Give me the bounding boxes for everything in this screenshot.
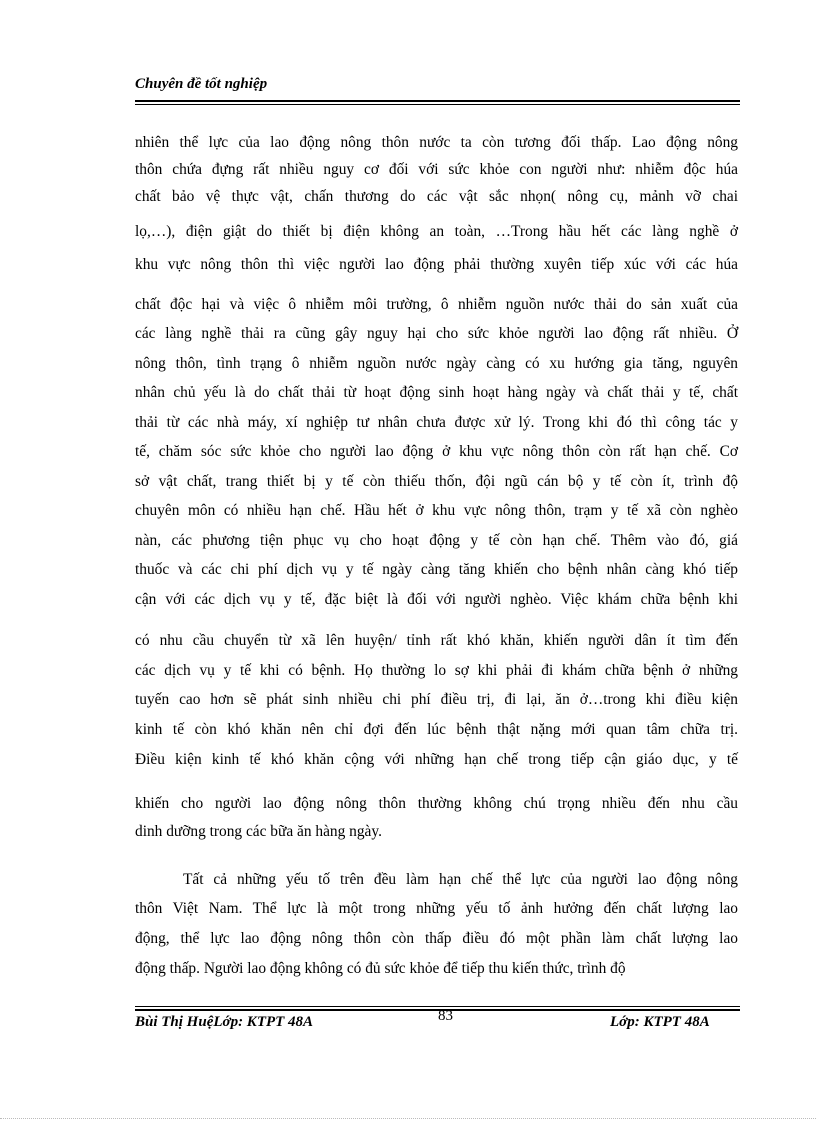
text-line: Điều kiện kinh tế khó khăn cộng với những hạn chế trong tiếp cận giáo dục, y tế <box>135 751 738 768</box>
header-rule-thin <box>135 104 740 105</box>
text-line: chất bảo vệ thực vật, chấn thương do các vật sắc nhọn( nông cụ, mảnh vỡ chai <box>135 188 738 205</box>
text-line: tuyến cao hơn sẽ phát sinh nhiều chi phí điều trị, đi lại, ăn ở…trong khi điều kiện <box>135 691 738 708</box>
text-line: nhân chủ yếu là do chất thải từ hoạt động sinh hoạt hàng ngày và chất thải y tế, chất <box>135 384 738 401</box>
text-line: khu vực nông thôn thì việc người lao động phải thường xuyên tiếp xúc với các húa <box>135 256 738 273</box>
text-line: nông thôn, tình trạng ô nhiễm nguồn nước ngày càng có xu hướng gia tăng, nguyên <box>135 355 738 372</box>
text-line: sở vật chất, trang thiết bị y tế còn thiếu thốn, đội ngũ cán bộ y tế còn ít, trình độ <box>135 473 738 490</box>
running-header-title: Chuyên đề tốt nghiệp <box>135 76 268 92</box>
text-line: thải từ các nhà máy, xí nghiệp tư nhân chưa được xử lý. Trong khi đó thì công tác y <box>135 414 738 431</box>
text-line: các làng nghề thải ra cũng gây nguy hại cho sức khỏe người lao động rất nhiều. Ở <box>135 325 738 342</box>
text-line: các dịch vụ y tế khi có bệnh. Họ thường lo sợ khi phải đi khám chữa bệnh ở những <box>135 662 738 679</box>
footer-author: Bùi Thị HuệLớp: KTPT 48A <box>135 1014 314 1030</box>
page-number: 83 <box>438 1008 453 1024</box>
text-line: nàn, các phương tiện phục vụ cho hoạt động y tế còn hạn chế. Thêm vào đó, giá <box>135 532 738 549</box>
text-line: động thấp. Người lao động không có đủ sức khỏe để tiếp thu kiến thức, trình độ <box>135 960 626 977</box>
footer-rule-thin <box>135 1006 740 1007</box>
text-line: kinh tế còn khó khăn nên chỉ đợi đến lúc bệnh thật nặng mới quan tâm chữa trị. <box>135 721 738 738</box>
text-line: chất độc hại và việc ô nhiễm môi trường, ô nhiễm nguồn nước thải do sản xuất của <box>135 296 738 313</box>
text-line: Tất cả những yếu tố trên đều làm hạn chế thể lực của người lao động nông <box>183 871 738 888</box>
text-line: thôn chứa đựng rất nhiều nguy cơ đối với sức khỏe con người như: nhiễm độc húa <box>135 161 738 178</box>
text-line: dinh dưỡng trong các bữa ăn hàng ngày. <box>135 823 382 840</box>
text-line: có nhu cầu chuyển từ xã lên huyện/ tỉnh rất khó khăn, khiến người dân ít tìm đến <box>135 632 738 649</box>
text-line: động, thể lực lao động nông thôn còn thấp điều đó một phần làm chất lượng lao <box>135 930 738 947</box>
text-line: tế, chăm sóc sức khỏe cho người lao động ở khu vực nông thôn còn rất hạn chế. Cơ <box>135 443 738 460</box>
footer-class: Lớp: KTPT 48A <box>610 1014 710 1030</box>
header-rule-thick <box>135 100 740 102</box>
text-line: nhiên thể lực của lao động nông thôn nước ta còn tương đối thấp. Lao động nông <box>135 134 738 151</box>
text-line: thuốc và các chi phí dịch vụ y tế ngày càng tăng khiến cho bệnh nhân càng khó tiếp <box>135 561 738 578</box>
text-line: chuyên môn có nhiều hạn chế. Hầu hết ở khu vực nông thôn, trạm y tế xã còn nghèo <box>135 502 738 519</box>
text-line: lọ,…), điện giật do thiết bị điện không an toàn, …Trong hầu hết các làng nghề ở <box>135 223 738 240</box>
text-line: thôn Việt Nam. Thể lực là một trong những yếu tố ảnh hưởng đến chất lượng lao <box>135 900 738 917</box>
page-edge-dotted-line <box>0 1118 816 1119</box>
text-line: khiến cho người lao động nông thôn thường không chú trọng nhiều đến nhu cầu <box>135 795 738 812</box>
text-line: cận với các dịch vụ y tế, đặc biệt là đối với người nghèo. Việc khám chữa bệnh khi <box>135 591 738 608</box>
